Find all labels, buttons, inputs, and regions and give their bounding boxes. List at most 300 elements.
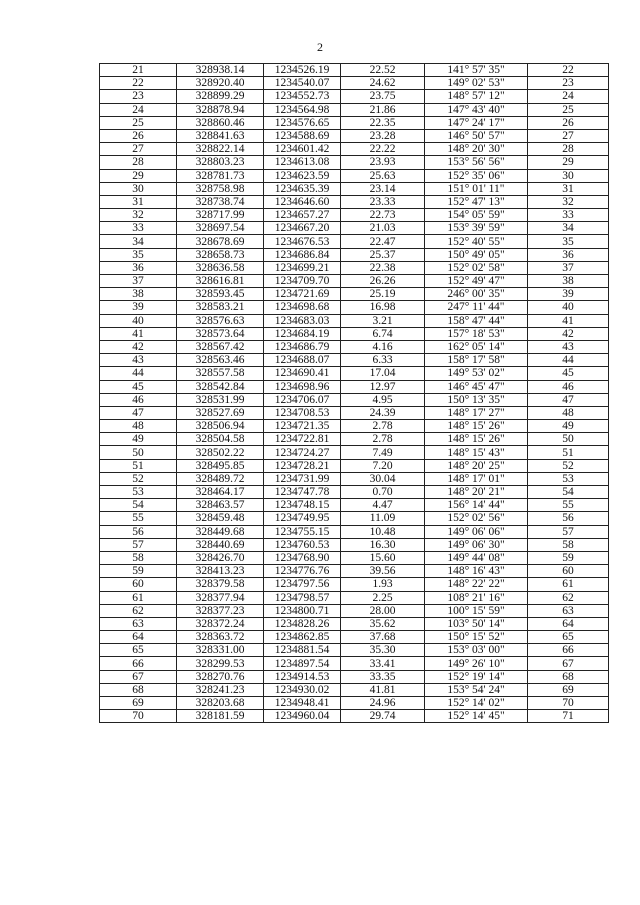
point-number-cell: 30 bbox=[100, 182, 177, 195]
table-row bbox=[100, 472, 609, 485]
x-coordinate-cell: 328899.29 bbox=[177, 90, 264, 103]
point-number-cell: 64 bbox=[100, 631, 177, 644]
table-row bbox=[100, 683, 609, 696]
bearing-cell: 141° 57' 35" bbox=[425, 64, 528, 77]
distance-cell: 24.96 bbox=[341, 697, 425, 710]
distance-cell: 25.19 bbox=[341, 288, 425, 301]
y-coordinate-cell: 1234800.71 bbox=[264, 604, 341, 617]
y-coordinate-cell: 1234760.53 bbox=[264, 538, 341, 551]
next-point-cell: 36 bbox=[528, 248, 609, 261]
x-coordinate-cell: 328781.73 bbox=[177, 169, 264, 182]
bearing-cell: 148° 17' 27" bbox=[425, 406, 528, 419]
point-number-cell: 31 bbox=[100, 195, 177, 208]
table-body bbox=[100, 64, 609, 723]
x-coordinate-cell: 328803.23 bbox=[177, 156, 264, 169]
bearing-cell: 152° 02' 56" bbox=[425, 512, 528, 525]
bearing-cell: 152° 49' 47" bbox=[425, 275, 528, 288]
point-number-cell: 35 bbox=[100, 248, 177, 261]
x-coordinate-cell: 328203.68 bbox=[177, 697, 264, 710]
y-coordinate-cell: 1234706.07 bbox=[264, 393, 341, 406]
x-coordinate-cell: 328593.45 bbox=[177, 288, 264, 301]
distance-cell: 7.49 bbox=[341, 446, 425, 459]
y-coordinate-cell: 1234564.98 bbox=[264, 103, 341, 116]
bearing-cell: 149° 53' 02" bbox=[425, 367, 528, 380]
bearing-cell: 162° 05' 14" bbox=[425, 340, 528, 353]
point-number-cell: 54 bbox=[100, 499, 177, 512]
point-number-cell: 48 bbox=[100, 420, 177, 433]
bearing-cell: 149° 26' 10" bbox=[425, 657, 528, 670]
table-row bbox=[100, 380, 609, 393]
bearing-cell: 154° 05' 59" bbox=[425, 209, 528, 222]
y-coordinate-cell: 1234698.68 bbox=[264, 301, 341, 314]
x-coordinate-cell: 328377.94 bbox=[177, 591, 264, 604]
point-number-cell: 36 bbox=[100, 261, 177, 274]
table-row bbox=[100, 433, 609, 446]
table-row bbox=[100, 459, 609, 472]
x-coordinate-cell: 328299.53 bbox=[177, 657, 264, 670]
y-coordinate-cell: 1234897.54 bbox=[264, 657, 341, 670]
table-row bbox=[100, 525, 609, 538]
distance-cell: 3.21 bbox=[341, 314, 425, 327]
x-coordinate-cell: 328658.73 bbox=[177, 248, 264, 261]
table-row bbox=[100, 340, 609, 353]
table-row bbox=[100, 261, 609, 274]
table-row bbox=[100, 182, 609, 195]
point-number-cell: 62 bbox=[100, 604, 177, 617]
y-coordinate-cell: 1234776.76 bbox=[264, 565, 341, 578]
distance-cell: 35.30 bbox=[341, 644, 425, 657]
point-number-cell: 51 bbox=[100, 459, 177, 472]
y-coordinate-cell: 1234749.95 bbox=[264, 512, 341, 525]
y-coordinate-cell: 1234690.41 bbox=[264, 367, 341, 380]
point-number-cell: 25 bbox=[100, 116, 177, 129]
y-coordinate-cell: 1234721.35 bbox=[264, 420, 341, 433]
distance-cell: 6.33 bbox=[341, 354, 425, 367]
next-point-cell: 51 bbox=[528, 446, 609, 459]
y-coordinate-cell: 1234601.42 bbox=[264, 143, 341, 156]
x-coordinate-cell: 328363.72 bbox=[177, 631, 264, 644]
y-coordinate-cell: 1234722.81 bbox=[264, 433, 341, 446]
distance-cell: 2.25 bbox=[341, 591, 425, 604]
bearing-cell: 158° 17' 58" bbox=[425, 354, 528, 367]
next-point-cell: 26 bbox=[528, 116, 609, 129]
page-number: 2 bbox=[317, 40, 323, 54]
distance-cell: 22.35 bbox=[341, 116, 425, 129]
next-point-cell: 71 bbox=[528, 710, 609, 723]
y-coordinate-cell: 1234667.20 bbox=[264, 222, 341, 235]
point-number-cell: 55 bbox=[100, 512, 177, 525]
point-number-cell: 21 bbox=[100, 64, 177, 77]
y-coordinate-cell: 1234755.15 bbox=[264, 525, 341, 538]
point-number-cell: 50 bbox=[100, 446, 177, 459]
table-row bbox=[100, 129, 609, 142]
next-point-cell: 27 bbox=[528, 129, 609, 142]
next-point-cell: 39 bbox=[528, 288, 609, 301]
distance-cell: 2.78 bbox=[341, 420, 425, 433]
point-number-cell: 43 bbox=[100, 354, 177, 367]
point-number-cell: 42 bbox=[100, 340, 177, 353]
bearing-cell: 152° 02' 58" bbox=[425, 261, 528, 274]
bearing-cell: 152° 14' 45" bbox=[425, 710, 528, 723]
distance-cell: 15.60 bbox=[341, 551, 425, 564]
x-coordinate-cell: 328181.59 bbox=[177, 710, 264, 723]
point-number-cell: 56 bbox=[100, 525, 177, 538]
y-coordinate-cell: 1234728.21 bbox=[264, 459, 341, 472]
next-point-cell: 61 bbox=[528, 578, 609, 591]
distance-cell: 4.16 bbox=[341, 340, 425, 353]
distance-cell: 23.93 bbox=[341, 156, 425, 169]
next-point-cell: 33 bbox=[528, 209, 609, 222]
distance-cell: 22.22 bbox=[341, 143, 425, 156]
table-row bbox=[100, 222, 609, 235]
bearing-cell: 153° 39' 59" bbox=[425, 222, 528, 235]
point-number-cell: 57 bbox=[100, 538, 177, 551]
next-point-cell: 32 bbox=[528, 195, 609, 208]
distance-cell: 23.14 bbox=[341, 182, 425, 195]
table-row bbox=[100, 235, 609, 248]
x-coordinate-cell: 328920.40 bbox=[177, 77, 264, 90]
distance-cell: 29.74 bbox=[341, 710, 425, 723]
y-coordinate-cell: 1234724.27 bbox=[264, 446, 341, 459]
point-number-cell: 28 bbox=[100, 156, 177, 169]
next-point-cell: 23 bbox=[528, 77, 609, 90]
next-point-cell: 65 bbox=[528, 631, 609, 644]
next-point-cell: 55 bbox=[528, 499, 609, 512]
distance-cell: 23.33 bbox=[341, 195, 425, 208]
bearing-cell: 148° 20' 21" bbox=[425, 486, 528, 499]
table-row bbox=[100, 420, 609, 433]
bearing-cell: 150° 15' 52" bbox=[425, 631, 528, 644]
x-coordinate-cell: 328738.74 bbox=[177, 195, 264, 208]
point-number-cell: 39 bbox=[100, 301, 177, 314]
bearing-cell: 148° 22' 22" bbox=[425, 578, 528, 591]
x-coordinate-cell: 328636.58 bbox=[177, 261, 264, 274]
x-coordinate-cell: 328463.57 bbox=[177, 499, 264, 512]
point-number-cell: 69 bbox=[100, 697, 177, 710]
distance-cell: 21.03 bbox=[341, 222, 425, 235]
bearing-cell: 148° 15' 26" bbox=[425, 420, 528, 433]
bearing-cell: 148° 20' 25" bbox=[425, 459, 528, 472]
y-coordinate-cell: 1234686.79 bbox=[264, 340, 341, 353]
distance-cell: 24.62 bbox=[341, 77, 425, 90]
x-coordinate-cell: 328841.63 bbox=[177, 129, 264, 142]
point-number-cell: 24 bbox=[100, 103, 177, 116]
table-row bbox=[100, 275, 609, 288]
next-point-cell: 52 bbox=[528, 459, 609, 472]
point-number-cell: 44 bbox=[100, 367, 177, 380]
y-coordinate-cell: 1234526.19 bbox=[264, 64, 341, 77]
distance-cell: 26.26 bbox=[341, 275, 425, 288]
table-row bbox=[100, 77, 609, 90]
next-point-cell: 48 bbox=[528, 406, 609, 419]
x-coordinate-cell: 328563.46 bbox=[177, 354, 264, 367]
distance-cell: 12.97 bbox=[341, 380, 425, 393]
bearing-cell: 153° 03' 00" bbox=[425, 644, 528, 657]
distance-cell: 21.86 bbox=[341, 103, 425, 116]
y-coordinate-cell: 1234731.99 bbox=[264, 472, 341, 485]
point-number-cell: 46 bbox=[100, 393, 177, 406]
x-coordinate-cell: 328372.24 bbox=[177, 617, 264, 630]
coordinates-table bbox=[99, 63, 609, 723]
table-row bbox=[100, 116, 609, 129]
distance-cell: 24.39 bbox=[341, 406, 425, 419]
distance-cell: 28.00 bbox=[341, 604, 425, 617]
point-number-cell: 52 bbox=[100, 472, 177, 485]
x-coordinate-cell: 328583.21 bbox=[177, 301, 264, 314]
bearing-cell: 152° 47' 13" bbox=[425, 195, 528, 208]
y-coordinate-cell: 1234657.27 bbox=[264, 209, 341, 222]
bearing-cell: 156° 14' 44" bbox=[425, 499, 528, 512]
y-coordinate-cell: 1234613.08 bbox=[264, 156, 341, 169]
x-coordinate-cell: 328860.46 bbox=[177, 116, 264, 129]
x-coordinate-cell: 328464.17 bbox=[177, 486, 264, 499]
bearing-cell: 148° 15' 43" bbox=[425, 446, 528, 459]
bearing-cell: 247° 11' 44" bbox=[425, 301, 528, 314]
table-row bbox=[100, 354, 609, 367]
distance-cell: 7.20 bbox=[341, 459, 425, 472]
x-coordinate-cell: 328377.23 bbox=[177, 604, 264, 617]
table-row bbox=[100, 644, 609, 657]
next-point-cell: 58 bbox=[528, 538, 609, 551]
point-number-cell: 29 bbox=[100, 169, 177, 182]
next-point-cell: 44 bbox=[528, 354, 609, 367]
next-point-cell: 70 bbox=[528, 697, 609, 710]
table-row bbox=[100, 195, 609, 208]
table-row bbox=[100, 393, 609, 406]
bearing-cell: 157° 18' 53" bbox=[425, 327, 528, 340]
x-coordinate-cell: 328413.23 bbox=[177, 565, 264, 578]
y-coordinate-cell: 1234709.70 bbox=[264, 275, 341, 288]
y-coordinate-cell: 1234646.60 bbox=[264, 195, 341, 208]
x-coordinate-cell: 328531.99 bbox=[177, 393, 264, 406]
next-point-cell: 53 bbox=[528, 472, 609, 485]
x-coordinate-cell: 328270.76 bbox=[177, 670, 264, 683]
table-row bbox=[100, 604, 609, 617]
x-coordinate-cell: 328758.98 bbox=[177, 182, 264, 195]
table-row bbox=[100, 617, 609, 630]
next-point-cell: 49 bbox=[528, 420, 609, 433]
bearing-cell: 108° 21' 16" bbox=[425, 591, 528, 604]
next-point-cell: 29 bbox=[528, 156, 609, 169]
table-row bbox=[100, 499, 609, 512]
bearing-cell: 148° 57' 12" bbox=[425, 90, 528, 103]
bearing-cell: 153° 56' 56" bbox=[425, 156, 528, 169]
distance-cell: 11.09 bbox=[341, 512, 425, 525]
next-point-cell: 66 bbox=[528, 644, 609, 657]
x-coordinate-cell: 328502.22 bbox=[177, 446, 264, 459]
distance-cell: 35.62 bbox=[341, 617, 425, 630]
next-point-cell: 43 bbox=[528, 340, 609, 353]
table-row bbox=[100, 248, 609, 261]
next-point-cell: 28 bbox=[528, 143, 609, 156]
y-coordinate-cell: 1234797.56 bbox=[264, 578, 341, 591]
point-number-cell: 58 bbox=[100, 551, 177, 564]
y-coordinate-cell: 1234748.15 bbox=[264, 499, 341, 512]
table-row bbox=[100, 486, 609, 499]
bearing-cell: 148° 20' 30" bbox=[425, 143, 528, 156]
table-row bbox=[100, 314, 609, 327]
y-coordinate-cell: 1234683.03 bbox=[264, 314, 341, 327]
next-point-cell: 22 bbox=[528, 64, 609, 77]
point-number-cell: 33 bbox=[100, 222, 177, 235]
bearing-cell: 150° 49' 05" bbox=[425, 248, 528, 261]
distance-cell: 25.63 bbox=[341, 169, 425, 182]
x-coordinate-cell: 328379.58 bbox=[177, 578, 264, 591]
table-row bbox=[100, 143, 609, 156]
distance-cell: 16.98 bbox=[341, 301, 425, 314]
distance-cell: 6.74 bbox=[341, 327, 425, 340]
table-row bbox=[100, 367, 609, 380]
x-coordinate-cell: 328331.00 bbox=[177, 644, 264, 657]
next-point-cell: 45 bbox=[528, 367, 609, 380]
point-number-cell: 45 bbox=[100, 380, 177, 393]
x-coordinate-cell: 328542.84 bbox=[177, 380, 264, 393]
x-coordinate-cell: 328440.69 bbox=[177, 538, 264, 551]
point-number-cell: 26 bbox=[100, 129, 177, 142]
table-row bbox=[100, 565, 609, 578]
x-coordinate-cell: 328504.58 bbox=[177, 433, 264, 446]
y-coordinate-cell: 1234930.02 bbox=[264, 683, 341, 696]
y-coordinate-cell: 1234914.53 bbox=[264, 670, 341, 683]
y-coordinate-cell: 1234768.90 bbox=[264, 551, 341, 564]
table-row bbox=[100, 657, 609, 670]
distance-cell: 1.93 bbox=[341, 578, 425, 591]
point-number-cell: 70 bbox=[100, 710, 177, 723]
bearing-cell: 152° 35' 06" bbox=[425, 169, 528, 182]
x-coordinate-cell: 328567.42 bbox=[177, 340, 264, 353]
next-point-cell: 60 bbox=[528, 565, 609, 578]
y-coordinate-cell: 1234798.57 bbox=[264, 591, 341, 604]
x-coordinate-cell: 328489.72 bbox=[177, 472, 264, 485]
bearing-cell: 152° 40' 55" bbox=[425, 235, 528, 248]
bearing-cell: 152° 19' 14" bbox=[425, 670, 528, 683]
point-number-cell: 47 bbox=[100, 406, 177, 419]
next-point-cell: 64 bbox=[528, 617, 609, 630]
next-point-cell: 41 bbox=[528, 314, 609, 327]
y-coordinate-cell: 1234862.85 bbox=[264, 631, 341, 644]
y-coordinate-cell: 1234635.39 bbox=[264, 182, 341, 195]
next-point-cell: 56 bbox=[528, 512, 609, 525]
point-number-cell: 68 bbox=[100, 683, 177, 696]
table-row bbox=[100, 670, 609, 683]
next-point-cell: 62 bbox=[528, 591, 609, 604]
x-coordinate-cell: 328616.81 bbox=[177, 275, 264, 288]
x-coordinate-cell: 328449.68 bbox=[177, 525, 264, 538]
next-point-cell: 68 bbox=[528, 670, 609, 683]
y-coordinate-cell: 1234881.54 bbox=[264, 644, 341, 657]
bearing-cell: 147° 24' 17" bbox=[425, 116, 528, 129]
bearing-cell: 148° 17' 01" bbox=[425, 472, 528, 485]
next-point-cell: 42 bbox=[528, 327, 609, 340]
next-point-cell: 30 bbox=[528, 169, 609, 182]
point-number-cell: 37 bbox=[100, 275, 177, 288]
distance-cell: 10.48 bbox=[341, 525, 425, 538]
distance-cell: 33.41 bbox=[341, 657, 425, 670]
y-coordinate-cell: 1234698.96 bbox=[264, 380, 341, 393]
point-number-cell: 40 bbox=[100, 314, 177, 327]
next-point-cell: 57 bbox=[528, 525, 609, 538]
bearing-cell: 153° 54' 24" bbox=[425, 683, 528, 696]
y-coordinate-cell: 1234552.73 bbox=[264, 90, 341, 103]
point-number-cell: 34 bbox=[100, 235, 177, 248]
y-coordinate-cell: 1234540.07 bbox=[264, 77, 341, 90]
x-coordinate-cell: 328459.48 bbox=[177, 512, 264, 525]
bearing-cell: 149° 44' 08" bbox=[425, 551, 528, 564]
table-row bbox=[100, 697, 609, 710]
table-row bbox=[100, 591, 609, 604]
bearing-cell: 146° 50' 57" bbox=[425, 129, 528, 142]
next-point-cell: 50 bbox=[528, 433, 609, 446]
point-number-cell: 63 bbox=[100, 617, 177, 630]
x-coordinate-cell: 328576.63 bbox=[177, 314, 264, 327]
distance-cell: 22.73 bbox=[341, 209, 425, 222]
y-coordinate-cell: 1234948.41 bbox=[264, 697, 341, 710]
distance-cell: 16.30 bbox=[341, 538, 425, 551]
bearing-cell: 152° 14' 02" bbox=[425, 697, 528, 710]
next-point-cell: 67 bbox=[528, 657, 609, 670]
table-row bbox=[100, 301, 609, 314]
next-point-cell: 59 bbox=[528, 551, 609, 564]
next-point-cell: 40 bbox=[528, 301, 609, 314]
y-coordinate-cell: 1234721.69 bbox=[264, 288, 341, 301]
distance-cell: 23.75 bbox=[341, 90, 425, 103]
x-coordinate-cell: 328557.58 bbox=[177, 367, 264, 380]
point-number-cell: 53 bbox=[100, 486, 177, 499]
x-coordinate-cell: 328822.14 bbox=[177, 143, 264, 156]
distance-cell: 39.56 bbox=[341, 565, 425, 578]
table-row bbox=[100, 710, 609, 723]
y-coordinate-cell: 1234747.78 bbox=[264, 486, 341, 499]
point-number-cell: 41 bbox=[100, 327, 177, 340]
distance-cell: 41.81 bbox=[341, 683, 425, 696]
y-coordinate-cell: 1234828.26 bbox=[264, 617, 341, 630]
bearing-cell: 149° 02' 53" bbox=[425, 77, 528, 90]
bearing-cell: 103° 50' 14" bbox=[425, 617, 528, 630]
bearing-cell: 100° 15' 59" bbox=[425, 604, 528, 617]
point-number-cell: 27 bbox=[100, 143, 177, 156]
next-point-cell: 24 bbox=[528, 90, 609, 103]
bearing-cell: 151° 01' 11" bbox=[425, 182, 528, 195]
bearing-cell: 150° 13' 35" bbox=[425, 393, 528, 406]
table-row bbox=[100, 538, 609, 551]
next-point-cell: 47 bbox=[528, 393, 609, 406]
x-coordinate-cell: 328878.94 bbox=[177, 103, 264, 116]
x-coordinate-cell: 328495.85 bbox=[177, 459, 264, 472]
table-row bbox=[100, 551, 609, 564]
y-coordinate-cell: 1234708.53 bbox=[264, 406, 341, 419]
table-row bbox=[100, 90, 609, 103]
table-row bbox=[100, 512, 609, 525]
distance-cell: 4.95 bbox=[341, 393, 425, 406]
y-coordinate-cell: 1234623.59 bbox=[264, 169, 341, 182]
table-row bbox=[100, 156, 609, 169]
point-number-cell: 49 bbox=[100, 433, 177, 446]
table-row bbox=[100, 631, 609, 644]
point-number-cell: 65 bbox=[100, 644, 177, 657]
x-coordinate-cell: 328938.14 bbox=[177, 64, 264, 77]
x-coordinate-cell: 328697.54 bbox=[177, 222, 264, 235]
y-coordinate-cell: 1234676.53 bbox=[264, 235, 341, 248]
point-number-cell: 60 bbox=[100, 578, 177, 591]
distance-cell: 22.52 bbox=[341, 64, 425, 77]
table-row bbox=[100, 406, 609, 419]
table-row bbox=[100, 288, 609, 301]
bearing-cell: 149° 06' 30" bbox=[425, 538, 528, 551]
bearing-cell: 149° 06' 06" bbox=[425, 525, 528, 538]
distance-cell: 4.47 bbox=[341, 499, 425, 512]
distance-cell: 0.70 bbox=[341, 486, 425, 499]
next-point-cell: 31 bbox=[528, 182, 609, 195]
